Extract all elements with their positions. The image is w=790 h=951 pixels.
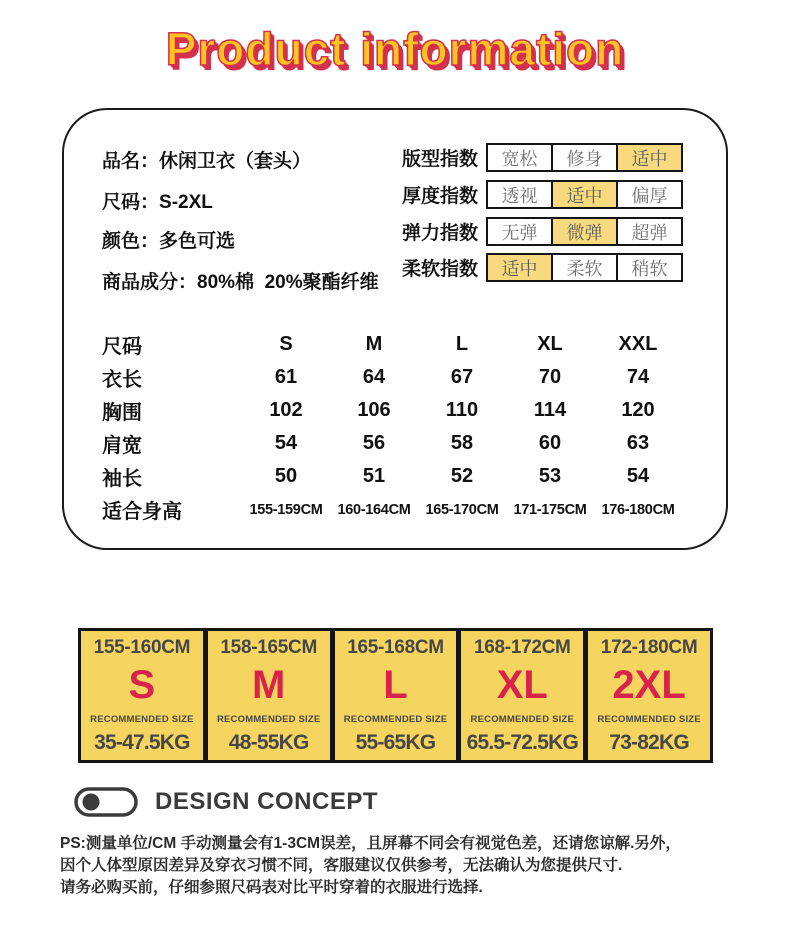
elasticity-index-label: 弹力指数 <box>402 223 479 244</box>
color-field <box>102 226 235 253</box>
recommended-size-label: RECOMMENDED SIZE <box>216 713 321 725</box>
index-option-selected: 微弹 <box>551 217 618 246</box>
softness-index-options <box>486 253 683 282</box>
table-cell: 53 <box>538 465 562 487</box>
product-name-label: 品名： <box>102 151 160 172</box>
table-row-label: 袖长 <box>102 468 142 490</box>
elasticity-index-options <box>486 217 683 246</box>
table-cell: 160-164CM <box>337 501 411 518</box>
toggle-icon <box>74 787 138 817</box>
table-cell: 60 <box>538 432 562 454</box>
weight-range: 35-47.5KG <box>94 730 190 754</box>
index-option-selected: 适中 <box>551 180 618 209</box>
size-letter: XL <box>496 663 548 708</box>
fit-index-row <box>402 143 683 172</box>
ps-line: 请务必购买前，仔细参照尺码表对比平时穿着的衣服进行选择. <box>60 879 483 896</box>
table-cell: 176-180CM <box>601 501 675 518</box>
size-grid-cell <box>208 631 330 760</box>
softness-index-row <box>402 253 683 282</box>
table-cell: 171-175CM <box>513 501 587 518</box>
size-grid-cell <box>335 631 457 760</box>
height-range: 158-165CM <box>220 637 317 658</box>
table-cell: 52 <box>450 465 474 487</box>
recommended-size-label: RECOMMENDED SIZE <box>343 713 448 725</box>
ps-line: 因个人体型原因差异及穿衣习惯不同，客服建议仅供参考，无法确认为您提供尺寸. <box>60 857 623 874</box>
product-info-card <box>62 108 728 550</box>
index-option: 宽松 <box>486 143 553 172</box>
index-option: 透视 <box>486 180 553 209</box>
recommended-size-label: RECOMMENDED SIZE <box>90 713 194 725</box>
composition-value: 80%棉 20%聚酯纤维 <box>197 272 379 293</box>
size-letter: M <box>252 663 286 708</box>
color-value: 多色可选 <box>159 231 236 252</box>
ps-note <box>60 833 755 899</box>
table-header-cell: 尺码 <box>102 336 142 358</box>
fit-index-label: 版型指数 <box>402 149 479 170</box>
page-title: Product information <box>165 23 625 75</box>
fit-index-options <box>486 143 683 172</box>
index-option: 无弹 <box>486 217 553 246</box>
recommended-size-label: RECOMMENDED SIZE <box>597 713 701 725</box>
table-header-cell: S <box>279 333 293 355</box>
table-row-label: 衣长 <box>102 369 142 391</box>
design-concept-row <box>74 787 378 817</box>
table-cell: 54 <box>274 432 298 454</box>
composition-label: 商品成分： <box>102 272 198 293</box>
size-grid-cell <box>588 631 710 760</box>
table-row-label: 肩宽 <box>102 435 142 457</box>
table-cell: 54 <box>626 465 650 487</box>
height-range: 155-160CM <box>93 637 191 658</box>
table-cell: 61 <box>274 366 298 388</box>
softness-index-label: 柔软指数 <box>402 259 479 280</box>
composition-field <box>102 267 379 294</box>
product-name-value: 休闲卫衣（套头） <box>159 151 312 172</box>
table-row-label: 胸围 <box>102 402 142 424</box>
weight-range: 48-55KG <box>228 730 309 754</box>
index-option: 偏厚 <box>616 180 683 209</box>
size-range-label: 尺码： <box>102 192 160 213</box>
table-header-cell: XXL <box>618 333 658 355</box>
product-name-field <box>102 146 311 173</box>
elasticity-index-row <box>402 217 683 246</box>
table-cell: 51 <box>362 465 386 487</box>
index-option: 修身 <box>551 143 618 172</box>
color-label: 颜色： <box>102 231 160 252</box>
table-cell: 63 <box>626 432 650 454</box>
table-cell: 165-170CM <box>425 501 499 518</box>
table-header-cell: L <box>455 333 469 355</box>
weight-range: 65.5-72.5KG <box>466 730 578 754</box>
recommended-size-label: RECOMMENDED SIZE <box>470 713 575 725</box>
height-range: 168-172CM <box>474 637 571 658</box>
table-cell: 120 <box>621 399 655 421</box>
height-range: 165-168CM <box>347 637 444 658</box>
table-cell: 56 <box>362 432 386 454</box>
index-option: 超弹 <box>616 217 683 246</box>
ps-line: PS:测量单位/CM 手动测量会有1-3CM误差，且屏幕不同会有视觉色差，还请您谅解.另外， <box>60 835 681 852</box>
table-cell: 64 <box>362 366 386 388</box>
table-cell: 110 <box>445 399 479 421</box>
table-cell: 114 <box>533 399 567 421</box>
table-header-cell: M <box>365 333 383 355</box>
table-cell: 70 <box>538 366 562 388</box>
table-cell: 74 <box>626 366 650 388</box>
table-row-label: 适合身高 <box>102 501 182 523</box>
size-range-value: S-2XL <box>159 192 213 213</box>
index-option: 稍软 <box>616 253 683 282</box>
size-grid-cell <box>461 631 583 760</box>
table-cell: 106 <box>357 399 391 421</box>
thickness-index-label: 厚度指数 <box>402 186 479 207</box>
weight-range: 55-65KG <box>355 730 436 754</box>
size-letter: S <box>128 663 156 708</box>
size-table <box>102 328 682 526</box>
design-concept-label: DESIGN CONCEPT <box>155 788 379 815</box>
size-grid-cell <box>81 631 203 760</box>
thickness-index-row <box>402 180 683 209</box>
table-cell: 50 <box>274 465 298 487</box>
size-letter: 2XL <box>612 663 686 708</box>
table-cell: 155-159CM <box>249 501 323 518</box>
weight-range: 73-82KG <box>609 730 689 754</box>
size-letter: L <box>383 663 408 708</box>
table-cell: 67 <box>450 366 474 388</box>
thickness-index-options <box>486 180 683 209</box>
table-cell: 102 <box>269 399 303 421</box>
size-recommendation-grid <box>78 628 713 763</box>
size-range-field <box>102 187 213 214</box>
index-option-selected: 适中 <box>616 143 683 172</box>
height-range: 172-180CM <box>600 637 698 658</box>
table-header-cell: XL <box>537 333 563 355</box>
index-option-selected: 适中 <box>486 253 553 282</box>
index-option: 柔软 <box>551 253 618 282</box>
table-cell: 58 <box>450 432 474 454</box>
